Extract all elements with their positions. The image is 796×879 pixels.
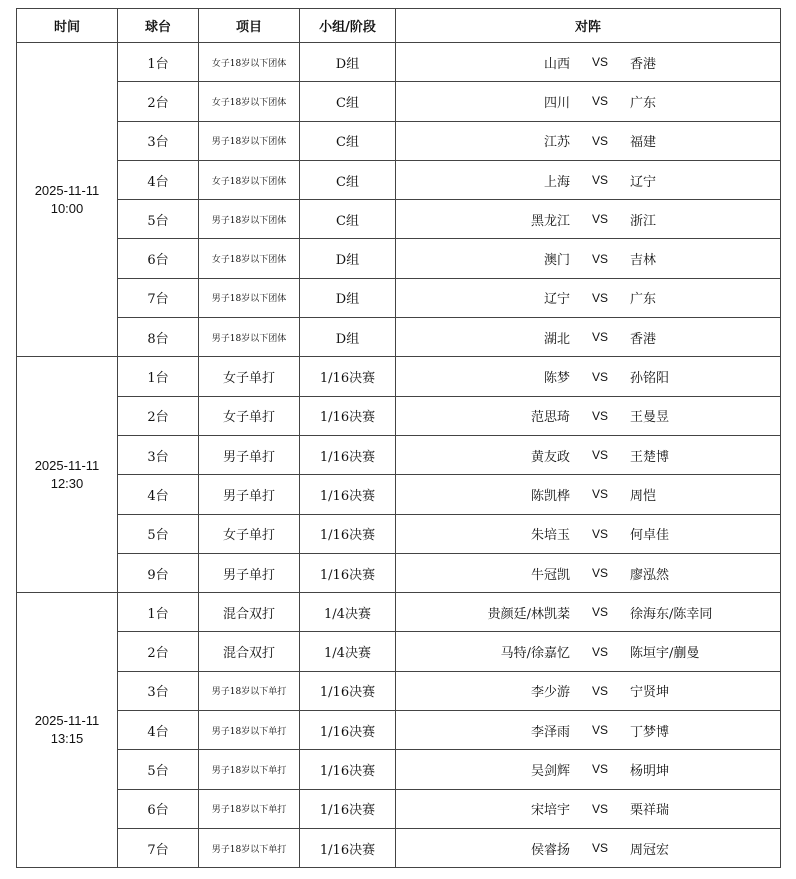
player-right: 孙铭阳 [630, 371, 670, 387]
stage: 1/16决赛 [300, 553, 396, 592]
table-number: 2台 [118, 632, 199, 671]
vs-label: VS [591, 330, 608, 345]
table-number: 9台 [118, 553, 199, 592]
player-right: 徐海东/陈幸同 [630, 606, 713, 622]
table-number: 2台 [118, 82, 199, 121]
player-left: 山西 [543, 56, 570, 72]
table-number: 7台 [118, 828, 199, 867]
table-number: 4台 [118, 711, 199, 750]
table-number: 6台 [118, 239, 199, 278]
table-row [17, 239, 781, 278]
table-row [17, 553, 781, 592]
table-row [17, 750, 781, 789]
stage: 1/16决赛 [300, 711, 396, 750]
vs-label: VS [591, 448, 608, 463]
vs-label: VS [591, 408, 608, 423]
player-left: 李少游 [530, 685, 570, 701]
matchup-cell [396, 475, 781, 514]
table-number: 1台 [118, 43, 199, 82]
schedule-body [17, 43, 781, 868]
player-right: 栗祥瑞 [630, 803, 670, 819]
event-name: 男子18岁以下单打 [199, 711, 300, 750]
vs-label: VS [591, 55, 608, 70]
matchup-cell [396, 396, 781, 435]
player-right: 王楚博 [630, 449, 670, 465]
player-left: 黄友政 [530, 449, 570, 465]
vs-label: VS [591, 683, 608, 698]
table-number: 8台 [118, 318, 199, 357]
header-time: 时间 [17, 9, 118, 43]
stage: 1/16决赛 [300, 514, 396, 553]
matchup-cell [396, 632, 781, 671]
vs-label: VS [591, 94, 608, 109]
event-name: 男子单打 [199, 475, 300, 514]
event-name: 混合双打 [199, 593, 300, 632]
matchup-cell [396, 671, 781, 710]
table-row [17, 593, 781, 632]
table-row [17, 121, 781, 160]
session-date: 2025-11-11 [34, 713, 100, 729]
vs-label: VS [591, 801, 608, 816]
vs-label: VS [591, 251, 608, 266]
header-row [17, 9, 781, 43]
table-row [17, 435, 781, 474]
vs-label: VS [591, 566, 608, 580]
event-name: 男子18岁以下团体 [199, 278, 300, 317]
event-name: 男子18岁以下单打 [199, 828, 300, 867]
player-right: 广东 [630, 292, 657, 308]
table-row [17, 711, 781, 750]
player-left: 贵颜廷/林凯棻 [487, 606, 570, 622]
player-right: 周冠宏 [630, 842, 670, 858]
table-number: 5台 [118, 200, 199, 239]
event-name: 男子18岁以下团体 [199, 121, 300, 160]
player-right: 辽宁 [630, 174, 657, 190]
session-time: 10:00 [50, 200, 84, 216]
player-right: 香港 [630, 56, 657, 72]
vs-label: VS [591, 369, 608, 384]
stage: 1/16决赛 [300, 396, 396, 435]
vs-label: VS [591, 526, 608, 541]
player-left: 马特/徐嘉忆 [500, 646, 570, 662]
vs-label: VS [591, 644, 608, 659]
vs-label: VS [591, 212, 608, 227]
player-left: 澳门 [543, 253, 570, 269]
session-time: 13:15 [50, 731, 84, 747]
stage: D组 [300, 278, 396, 317]
event-name: 女子18岁以下团体 [199, 43, 300, 82]
table-number: 5台 [118, 514, 199, 553]
player-left: 宋培宇 [530, 803, 570, 819]
table-number: 4台 [118, 475, 199, 514]
table-number: 3台 [118, 671, 199, 710]
player-right: 王曼昱 [630, 410, 670, 426]
table-row [17, 357, 781, 396]
table-row [17, 789, 781, 828]
player-left: 江苏 [543, 135, 570, 151]
table-number: 5台 [118, 750, 199, 789]
event-name: 男子18岁以下单打 [199, 789, 300, 828]
stage: 1/16决赛 [300, 435, 396, 474]
table-row [17, 632, 781, 671]
table-row [17, 671, 781, 710]
table-number: 3台 [118, 435, 199, 474]
vs-label: VS [591, 133, 608, 148]
player-right: 廖泓然 [630, 567, 670, 583]
player-left: 朱培玉 [530, 528, 570, 544]
player-right: 周恺 [630, 488, 657, 504]
session-date: 2025-11-11 [34, 182, 100, 198]
vs-label: VS [591, 290, 608, 305]
table-number: 1台 [118, 357, 199, 396]
matchup-cell [396, 82, 781, 121]
player-left: 陈凯桦 [530, 488, 570, 504]
vs-label: VS [591, 723, 608, 738]
table-number: 1台 [118, 593, 199, 632]
player-right: 香港 [630, 331, 657, 347]
player-left: 吴剑辉 [530, 763, 570, 779]
event-name: 女子18岁以下团体 [199, 239, 300, 278]
table-row [17, 82, 781, 121]
stage: C组 [300, 82, 396, 121]
session-time-cell [17, 43, 118, 357]
stage: 1/16决赛 [300, 750, 396, 789]
player-left: 李泽雨 [530, 724, 570, 740]
header-matchup: 对阵 [396, 9, 781, 43]
vs-label: VS [591, 487, 608, 502]
stage: 1/16决赛 [300, 828, 396, 867]
event-name: 女子单打 [199, 357, 300, 396]
header-event: 项目 [199, 9, 300, 43]
matchup-cell [396, 278, 781, 317]
stage: D组 [300, 318, 396, 357]
table-number: 4台 [118, 160, 199, 199]
stage: 1/4决赛 [300, 593, 396, 632]
player-left: 陈梦 [543, 371, 570, 387]
table-row [17, 475, 781, 514]
event-name: 男子18岁以下团体 [199, 318, 300, 357]
table-row [17, 200, 781, 239]
matchup-cell [396, 318, 781, 357]
event-name: 女子18岁以下团体 [199, 160, 300, 199]
player-left: 四川 [543, 95, 570, 111]
player-right: 杨明坤 [630, 763, 670, 779]
header-stage: 小组/阶段 [300, 9, 396, 43]
table-number: 2台 [118, 396, 199, 435]
matchup-cell [396, 43, 781, 82]
player-right: 何卓佳 [630, 528, 670, 544]
table-row [17, 160, 781, 199]
event-name: 女子单打 [199, 396, 300, 435]
event-name: 女子18岁以下团体 [199, 82, 300, 121]
matchup-cell [396, 357, 781, 396]
event-name: 混合双打 [199, 632, 300, 671]
player-left: 侯睿扬 [530, 842, 570, 858]
matchup-cell [396, 553, 781, 592]
event-name: 男子18岁以下单打 [199, 671, 300, 710]
player-right: 陈垣宇/蒯曼 [630, 646, 700, 662]
session-time: 12:30 [50, 475, 84, 491]
table-number: 3台 [118, 121, 199, 160]
player-right: 宁贤坤 [630, 685, 670, 701]
table-number: 7台 [118, 278, 199, 317]
matchup-cell [396, 239, 781, 278]
matchup-cell [396, 200, 781, 239]
player-right: 吉林 [630, 253, 657, 269]
stage: D组 [300, 239, 396, 278]
event-name: 男子单打 [199, 553, 300, 592]
vs-label: VS [591, 173, 608, 188]
player-right: 广东 [630, 95, 657, 111]
stage: D组 [300, 43, 396, 82]
stage: 1/16决赛 [300, 475, 396, 514]
matchup-cell [396, 160, 781, 199]
matchup-cell [396, 750, 781, 789]
stage: 1/16决赛 [300, 789, 396, 828]
event-name: 女子单打 [199, 514, 300, 553]
player-left: 湖北 [543, 331, 570, 347]
matchup-cell [396, 711, 781, 750]
player-right: 丁梦博 [630, 724, 670, 740]
vs-label: VS [591, 841, 608, 856]
event-name: 男子18岁以下团体 [199, 200, 300, 239]
vs-label: VS [591, 605, 608, 620]
player-left: 牛冠凯 [530, 567, 570, 583]
session-date: 2025-11-11 [34, 457, 100, 473]
table-row [17, 828, 781, 867]
event-name: 男子单打 [199, 435, 300, 474]
stage: C组 [300, 200, 396, 239]
matchup-cell [396, 514, 781, 553]
stage: C组 [300, 121, 396, 160]
session-time-cell [17, 593, 118, 868]
player-left: 黑龙江 [530, 213, 570, 229]
player-left: 范思琦 [530, 410, 570, 426]
event-name: 男子18岁以下单打 [199, 750, 300, 789]
table-row [17, 396, 781, 435]
stage: C组 [300, 160, 396, 199]
player-right: 浙江 [630, 213, 657, 229]
matchup-cell [396, 121, 781, 160]
session-time-cell [17, 357, 118, 593]
stage: 1/16决赛 [300, 357, 396, 396]
player-right: 福建 [630, 135, 657, 151]
matchup-cell [396, 828, 781, 867]
schedule-table [16, 8, 781, 868]
table-row [17, 318, 781, 357]
player-left: 辽宁 [543, 292, 570, 308]
stage: 1/4决赛 [300, 632, 396, 671]
matchup-cell [396, 789, 781, 828]
table-row [17, 514, 781, 553]
table-row [17, 278, 781, 317]
table-number: 6台 [118, 789, 199, 828]
player-left: 上海 [543, 174, 570, 190]
header-table: 球台 [118, 9, 199, 43]
vs-label: VS [591, 762, 608, 777]
table-row [17, 43, 781, 82]
matchup-cell [396, 435, 781, 474]
stage: 1/16决赛 [300, 671, 396, 710]
matchup-cell [396, 593, 781, 632]
